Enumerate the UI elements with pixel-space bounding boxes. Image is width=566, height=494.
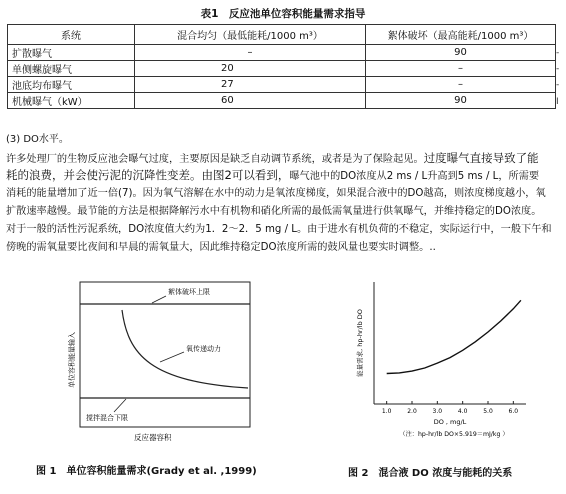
figure2-x-tick-label: 2.0: [407, 408, 417, 415]
table-header-row: [8, 25, 556, 45]
figure1-oxygen-transfer-curve: [122, 310, 248, 388]
table-cell: 27: [135, 77, 366, 93]
table-cell: –: [135, 45, 366, 61]
figure1-curve-label: 氧传递动力: [186, 345, 221, 353]
figure2-x-tick-label: 6.0: [508, 408, 519, 415]
figure1-lower-pointer: [114, 399, 126, 412]
table-cell: 单侧螺旋曝气: [8, 61, 135, 77]
table-row: [8, 45, 556, 61]
table-header-cell: 絮体破坏（最高能耗/1000 m³）: [366, 25, 556, 45]
table-edge-mark: -: [556, 48, 560, 58]
table-cell: –: [366, 61, 556, 77]
table-edge-mark: -: [556, 64, 560, 74]
energy-requirement-table: [7, 24, 556, 109]
figure2-caption: 图 2 混合液 DO 浓度与能耗的关系: [348, 468, 513, 479]
paragraph-emphasis: 过度曝气直接导致了能: [423, 151, 539, 165]
table-cell: 60: [135, 93, 366, 109]
figure2-x-tick-label: 5.0: [483, 408, 493, 415]
figure1-lower-label: 搅拌混合下限: [86, 414, 128, 422]
table-title: 表1 反应池单位容积能量需求指导: [200, 8, 366, 20]
table-cell: 池底均布曝气: [8, 77, 135, 93]
figure2-series-line: [387, 300, 521, 373]
table-cell: 90: [366, 45, 556, 61]
figure2-x-tick-label: 4.0: [457, 408, 468, 415]
table-cell: –: [366, 77, 556, 93]
table-row: [8, 77, 556, 93]
figure1-y-axis-label: 单位容积能量输入: [68, 332, 76, 388]
paragraph-line: [6, 167, 561, 185]
table-header-cell: 混合均匀（最低能耗/1000 m³）: [135, 25, 366, 45]
figure2-y-axis-label: 能量需求, hp-hr/lb DO: [356, 309, 364, 377]
paragraph-line: 对于一般的活性污泥系统，DO浓度值大约为1．2～2．5 mg / L。由于进水有机负荷的不稳定，实际运行中，一般下午和: [6, 224, 552, 235]
paragraph-line: 消耗的能量增加了近一倍(7)。因为氧气溶解在水中的动力是氧浓度梯度，如果混合液中的DO越高，则浓度梯度越小，氧: [6, 188, 546, 199]
paragraph-emphasis: 耗的浪费，并会使污泥的沉降性变差。由图2可以看到，: [6, 168, 290, 182]
paragraph-text: 许多处理厂的生物反应池会曝气过度，主要原因是缺乏自动调节系统，或者是为了保险起见。: [6, 154, 424, 165]
table-cell: 机械曝气（kW）: [8, 93, 135, 109]
figure2-note: （注：hp-hr/lb DO×5.919＝mJ/kg ）: [399, 431, 509, 438]
figure1-caption: 图 1 单位容积能量需求(Grady et al. ,1999): [36, 466, 257, 477]
figure2-x-tick-label: 3.0: [432, 408, 443, 415]
figure2-chart: [340, 268, 540, 450]
table-edge-mark: -: [556, 80, 560, 90]
table-row: [8, 93, 556, 109]
table-row: [8, 61, 556, 77]
table-edge-mark: I: [556, 97, 559, 107]
section-heading: (3) DO水平。: [6, 134, 69, 145]
table-cell: 扩散曝气: [8, 45, 135, 61]
paragraph-line: 扩散速率越慢。最节能的方法是根据降解污水中有机物和硝化所需的最低需氧量进行供氧曝气，并维持稳定的DO浓度。: [6, 206, 542, 217]
paragraph-line: 傍晚的需氧量要比夜间和早晨的需氧量大，因此维持稳定DO浓度所需的鼓风量也要实时调整。..: [6, 242, 436, 253]
table-cell: 20: [135, 61, 366, 77]
table-header-cell: 系统: [8, 25, 135, 45]
figure1-diagram: [60, 270, 260, 445]
figure1-upper-label: 絮体破坏上限: [168, 288, 210, 296]
figure1-upper-pointer: [152, 296, 166, 303]
figure2-x-axis-label: DO , mg/L: [433, 418, 467, 426]
paragraph-line: [6, 150, 561, 168]
figure2-x-ticks: [382, 401, 518, 415]
paragraph-text: 曝气池中的DO浓度从2 ms / L升高到5 ms / L，所需要: [289, 171, 540, 182]
figure1-x-axis-label: 反应器容积: [134, 433, 172, 442]
figure2-x-tick-label: 1.0: [381, 408, 392, 415]
table-cell: 90: [366, 93, 556, 109]
figure1-curve-pointer: [160, 352, 184, 362]
